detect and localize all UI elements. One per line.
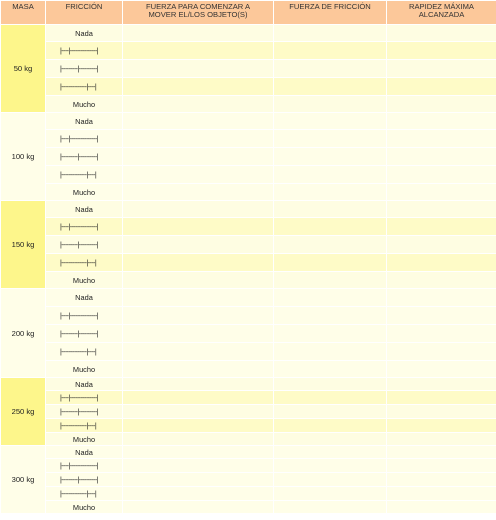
answer-friction-force-cell[interactable] [274,254,387,272]
answer-force-start-cell[interactable] [123,218,274,236]
friction-label-none: Nada [46,25,123,42]
answer-force-start-cell[interactable] [123,459,274,473]
answer-force-start-cell[interactable] [123,166,274,184]
answer-friction-force-cell[interactable] [274,113,387,130]
answer-force-start-cell[interactable] [123,148,274,166]
table-row [1,419,496,433]
answer-friction-force-cell[interactable] [274,378,387,391]
answer-force-start-cell[interactable] [123,391,274,405]
mass-cell: 50 kg [1,25,46,113]
answer-max-speed-cell[interactable] [387,166,496,184]
header-mass: MASA [1,1,46,25]
answer-friction-force-cell[interactable] [274,459,387,473]
answer-friction-force-cell[interactable] [274,78,387,96]
answer-force-start-cell[interactable] [123,343,274,361]
header-friction-force: FUERZA DE FRICCIÓN [274,1,387,25]
answer-max-speed-cell[interactable] [387,343,496,361]
answer-friction-force-cell[interactable] [274,201,387,218]
table-row [1,113,496,130]
table-row [1,473,496,487]
answer-force-start-cell[interactable] [123,60,274,78]
answer-max-speed-cell[interactable] [387,446,496,459]
friction-slider-high[interactable]: |--------------|----| [46,343,123,361]
answer-max-speed-cell[interactable] [387,419,496,433]
answer-force-start-cell[interactable] [123,96,274,113]
answer-force-start-cell[interactable] [123,289,274,307]
friction-label-much: Mucho [46,96,123,113]
answer-force-start-cell[interactable] [123,378,274,391]
answer-max-speed-cell[interactable] [387,130,496,148]
answer-max-speed-cell[interactable] [387,201,496,218]
header-max-speed-line1: RAPIDEZ MÁXIMA [409,2,474,11]
table-row [1,184,496,201]
mass-cell: 100 kg [1,113,46,201]
friction-label-none: Nada [46,378,123,391]
answer-max-speed-cell[interactable] [387,113,496,130]
answer-friction-force-cell[interactable] [274,289,387,307]
friction-slider-high[interactable]: |--------------|----| [46,487,123,501]
table-row [1,236,496,254]
answer-friction-force-cell[interactable] [274,473,387,487]
answer-force-start-cell[interactable] [123,405,274,419]
table-row [1,289,496,307]
answer-friction-force-cell[interactable] [274,501,387,514]
answer-max-speed-cell[interactable] [387,433,496,446]
answer-max-speed-cell[interactable] [387,501,496,514]
answer-force-start-cell[interactable] [123,419,274,433]
friction-slider-mid[interactable]: |---------|----------| [46,148,123,166]
answer-friction-force-cell[interactable] [274,272,387,289]
answer-friction-force-cell[interactable] [274,60,387,78]
answer-max-speed-cell[interactable] [387,184,496,201]
answer-friction-force-cell[interactable] [274,236,387,254]
mass-cell: 200 kg [1,289,46,378]
answer-force-start-cell[interactable] [123,307,274,325]
table-row [1,459,496,473]
friction-label-none: Nada [46,113,123,130]
answer-friction-force-cell[interactable] [274,148,387,166]
answer-max-speed-cell[interactable] [387,307,496,325]
answer-friction-force-cell[interactable] [274,307,387,325]
answer-friction-force-cell[interactable] [274,25,387,42]
friction-slider-low[interactable]: |----|---------------| [46,130,123,148]
answer-friction-force-cell[interactable] [274,184,387,201]
answer-friction-force-cell[interactable] [274,166,387,184]
answer-force-start-cell[interactable] [123,236,274,254]
table-row [1,254,496,272]
answer-force-start-cell[interactable] [123,487,274,501]
friction-slider-low[interactable]: |----|---------------| [46,218,123,236]
answer-friction-force-cell[interactable] [274,487,387,501]
answer-friction-force-cell[interactable] [274,325,387,343]
mass-cell: 250 kg [1,378,46,446]
mass-cell: 150 kg [1,201,46,289]
answer-force-start-cell[interactable] [123,325,274,343]
answer-force-start-cell[interactable] [123,446,274,459]
friction-slider-high[interactable]: |--------------|----| [46,254,123,272]
answer-friction-force-cell[interactable] [274,433,387,446]
answer-max-speed-cell[interactable] [387,361,496,378]
mass-cell: 300 kg [1,446,46,514]
friction-label-none: Nada [46,201,123,218]
friction-slider-mid[interactable]: |---------|----------| [46,325,123,343]
answer-max-speed-cell[interactable] [387,96,496,113]
answer-max-speed-cell[interactable] [387,148,496,166]
friction-slider-high[interactable]: |--------------|----| [46,78,123,96]
answer-force-start-cell[interactable] [123,254,274,272]
header-friction: FRICCIÓN [46,1,123,25]
answer-force-start-cell[interactable] [123,184,274,201]
table-row [1,166,496,184]
table-row [1,42,496,60]
answer-force-start-cell[interactable] [123,501,274,514]
table-row [1,433,496,446]
answer-friction-force-cell[interactable] [274,218,387,236]
table-row [1,391,496,405]
friction-slider-mid[interactable]: |---------|----------| [46,236,123,254]
table-row [1,446,496,459]
table-row [1,78,496,96]
friction-slider-low[interactable]: |----|---------------| [46,459,123,473]
table-row [1,201,496,218]
friction-slider-high[interactable]: |--------------|----| [46,419,123,433]
answer-friction-force-cell[interactable] [274,446,387,459]
friction-slider-high[interactable]: |--------------|----| [46,166,123,184]
answer-friction-force-cell[interactable] [274,361,387,378]
table-row [1,130,496,148]
table-row [1,96,496,113]
table-row [1,378,496,391]
answer-force-start-cell[interactable] [123,473,274,487]
answer-max-speed-cell[interactable] [387,391,496,405]
answer-max-speed-cell[interactable] [387,236,496,254]
answer-friction-force-cell[interactable] [274,343,387,361]
answer-force-start-cell[interactable] [123,113,274,130]
table-row [1,325,496,343]
answer-force-start-cell[interactable] [123,130,274,148]
answer-max-speed-cell[interactable] [387,60,496,78]
answer-max-speed-cell[interactable] [387,289,496,307]
friction-slider-mid[interactable]: |---------|----------| [46,473,123,487]
answer-max-speed-cell[interactable] [387,405,496,419]
answer-max-speed-cell[interactable] [387,25,496,42]
friction-label-none: Nada [46,446,123,459]
table-row [1,487,496,501]
answer-force-start-cell[interactable] [123,433,274,446]
header-max-speed [387,1,496,25]
table-row [1,25,496,42]
answer-max-speed-cell[interactable] [387,254,496,272]
table-row [1,218,496,236]
table-body [1,25,496,514]
table-row [1,60,496,78]
table-row [1,501,496,514]
header-max-speed-line2: ALCANZADA [418,10,465,20]
answer-max-speed-cell[interactable] [387,459,496,473]
header-force-start-line2: MOVER EL/LOS OBJETO(S) [148,10,248,20]
friction-label-much: Mucho [46,501,123,514]
answer-friction-force-cell[interactable] [274,130,387,148]
answer-max-speed-cell[interactable] [387,218,496,236]
answer-force-start-cell[interactable] [123,201,274,218]
answer-force-start-cell[interactable] [123,361,274,378]
answer-force-start-cell[interactable] [123,25,274,42]
table-row [1,361,496,378]
friction-label-much: Mucho [46,433,123,446]
table-row [1,343,496,361]
friction-label-none: Nada [46,289,123,307]
friction-slider-low[interactable]: |----|---------------| [46,307,123,325]
table-row [1,272,496,289]
answer-max-speed-cell[interactable] [387,42,496,60]
friction-label-much: Mucho [46,272,123,289]
friction-label-much: Mucho [46,184,123,201]
answer-max-speed-cell[interactable] [387,325,496,343]
answer-max-speed-cell[interactable] [387,473,496,487]
friction-slider-mid[interactable]: |---------|----------| [46,405,123,419]
header-force-start [123,1,274,25]
answer-friction-force-cell[interactable] [274,405,387,419]
answer-max-speed-cell[interactable] [387,272,496,289]
answer-force-start-cell[interactable] [123,272,274,289]
answer-friction-force-cell[interactable] [274,419,387,433]
friction-slider-low[interactable]: |----|---------------| [46,42,123,60]
table-row [1,148,496,166]
friction-slider-low[interactable]: |----|---------------| [46,391,123,405]
friction-label-much: Mucho [46,361,123,378]
header-row [1,1,496,25]
answer-force-start-cell[interactable] [123,42,274,60]
answer-friction-force-cell[interactable] [274,96,387,113]
header-force-start-line1: FUERZA PARA COMENZAR A [145,2,251,11]
answer-force-start-cell[interactable] [123,78,274,96]
table-row [1,405,496,419]
answer-max-speed-cell[interactable] [387,78,496,96]
table-row [1,307,496,325]
answer-friction-force-cell[interactable] [274,42,387,60]
answer-friction-force-cell[interactable] [274,391,387,405]
answer-max-speed-cell[interactable] [387,487,496,501]
answer-max-speed-cell[interactable] [387,378,496,391]
friction-slider-mid[interactable]: |---------|----------| [46,60,123,78]
